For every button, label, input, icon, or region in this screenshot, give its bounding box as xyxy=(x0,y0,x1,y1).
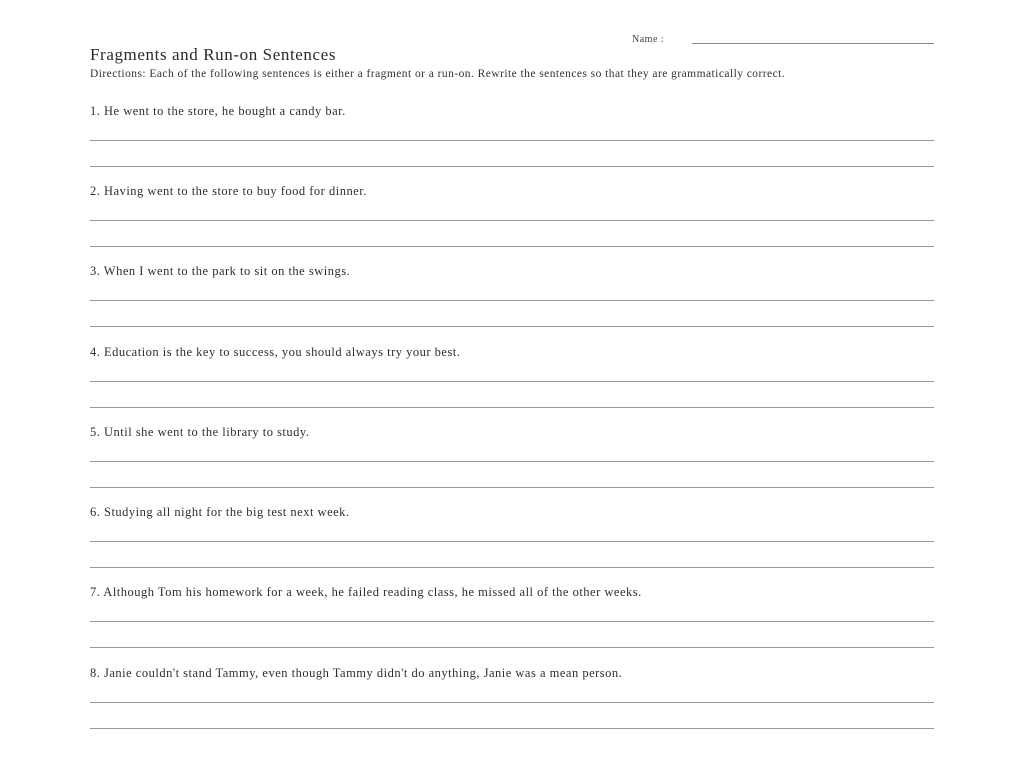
question-text: 5. Until she went to the library to study. xyxy=(90,425,310,439)
answer-line[interactable] xyxy=(90,728,934,729)
question-text: 6. Studying all night for the big test next week. xyxy=(90,505,350,519)
answer-line[interactable] xyxy=(90,647,934,648)
question-4 xyxy=(90,345,934,425)
question-text: 3. When I went to the park to sit on the swings. xyxy=(90,264,351,278)
question-text: 7. Although Tom his homework for a week, he failed reading class, he missed all of the other weeks. xyxy=(90,585,642,599)
question-5 xyxy=(90,425,934,505)
answer-line[interactable] xyxy=(90,300,934,301)
name-field-line[interactable] xyxy=(692,43,934,44)
directions-text: Directions: Each of the following sentences is either a fragment or a run-on. Rewrite the sentences so that they are grammatically correct. xyxy=(90,68,786,80)
answer-line[interactable] xyxy=(90,381,934,382)
answer-line[interactable] xyxy=(90,541,934,542)
question-text: 8. Janie couldn't stand Tammy, even though Tammy didn't do anything, Janie was a mean person. xyxy=(90,666,623,680)
worksheet-title: Fragments and Run-on Sentences xyxy=(90,45,337,64)
answer-line[interactable] xyxy=(90,487,934,488)
answer-line[interactable] xyxy=(90,461,934,462)
question-3 xyxy=(90,264,934,344)
answer-line[interactable] xyxy=(90,621,934,622)
question-8 xyxy=(90,666,934,746)
question-2 xyxy=(90,184,934,264)
answer-line[interactable] xyxy=(90,140,934,141)
question-text: 2. Having went to the store to buy food for dinner. xyxy=(90,184,367,198)
name-label: Name : xyxy=(632,34,665,45)
question-6 xyxy=(90,505,934,585)
answer-line[interactable] xyxy=(90,166,934,167)
answer-line[interactable] xyxy=(90,567,934,568)
answer-line[interactable] xyxy=(90,326,934,327)
question-7 xyxy=(90,585,934,665)
answer-line[interactable] xyxy=(90,702,934,703)
question-text: 1. He went to the store, he bought a candy bar. xyxy=(90,104,346,118)
question-text: 4. Education is the key to success, you should always try your best. xyxy=(90,345,461,359)
question-1 xyxy=(90,104,934,184)
answer-line[interactable] xyxy=(90,246,934,247)
answer-line[interactable] xyxy=(90,407,934,408)
answer-line[interactable] xyxy=(90,220,934,221)
